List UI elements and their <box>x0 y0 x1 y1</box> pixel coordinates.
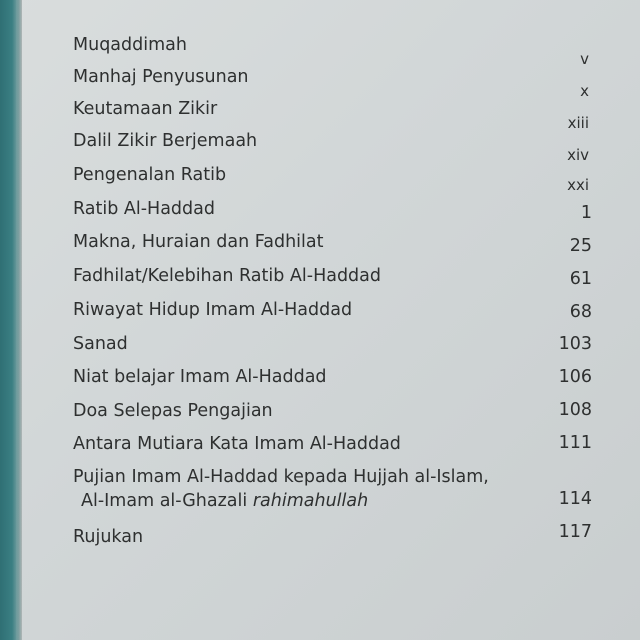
toc-page-doa-selepas: 108 <box>558 400 592 420</box>
toc-title-pujian-imam-line2-text: Al-Imam al-Ghazali <box>81 491 248 511</box>
toc-title-manhaj-penyusunan: Manhaj Penyusunan <box>73 67 249 87</box>
toc-title-niat-belajar: Niat belajar Imam Al-Haddad <box>73 367 327 387</box>
toc-title-riwayat-hidup: Riwayat Hidup Imam Al-Haddad <box>73 300 353 320</box>
toc-page-sanad: 103 <box>558 334 592 354</box>
toc-title-sanad: Sanad <box>73 334 128 354</box>
toc-page-ratib-al-haddad: 1 <box>580 203 592 223</box>
toc-page-manhaj-penyusunan: x <box>580 82 589 100</box>
toc-title-ratib-al-haddad: Ratib Al-Haddad <box>73 199 215 219</box>
toc-page-keutamaan-zikir: xiii <box>567 114 589 132</box>
toc-title-doa-selepas: Doa Selepas Pengajian <box>73 401 273 421</box>
toc-page-makna-huraian: 25 <box>569 236 592 256</box>
toc-page-muqaddimah: v <box>580 50 589 68</box>
toc-page-dalil-zikir-berjemaah: xiv <box>567 146 589 164</box>
toc-page-niat-belajar: 106 <box>558 367 592 387</box>
toc-page-rujukan: 117 <box>558 522 592 542</box>
toc-title-antara-mutiara: Antara Mutiara Kata Imam Al-Haddad <box>73 434 401 454</box>
toc-title-makna-huraian: Makna, Huraian dan Fadhilat <box>73 232 324 252</box>
toc-title-pujian-imam: Pujian Imam Al-Haddad kepada Hujjah al-Islam, <box>73 467 489 487</box>
toc-page-pujian-imam: 114 <box>558 489 592 509</box>
toc-title-keutamaan-zikir: Keutamaan Zikir <box>73 99 218 119</box>
toc-page-riwayat-hidup: 68 <box>569 302 592 322</box>
toc-title-dalil-zikir-berjemaah: Dalil Zikir Berjemaah <box>73 131 258 151</box>
toc-title-rujukan: Rujukan <box>73 527 144 547</box>
toc-title-pujian-imam-italic: rahimahullah <box>252 491 369 511</box>
toc-title-muqaddimah: Muqaddimah <box>73 35 187 55</box>
toc-title-pengenalan-ratib: Pengenalan Ratib <box>73 165 227 185</box>
toc-page-pengenalan-ratib: xxi <box>567 176 589 194</box>
toc-page-antara-mutiara: 111 <box>558 433 592 453</box>
toc-title-pujian-imam-line2 <box>81 491 368 512</box>
toc-page-fadhilat-kelebihan: 61 <box>569 269 592 289</box>
toc-title-fadhilat-kelebihan: Fadhilat/Kelebihan Ratib Al-Haddad <box>73 266 382 286</box>
